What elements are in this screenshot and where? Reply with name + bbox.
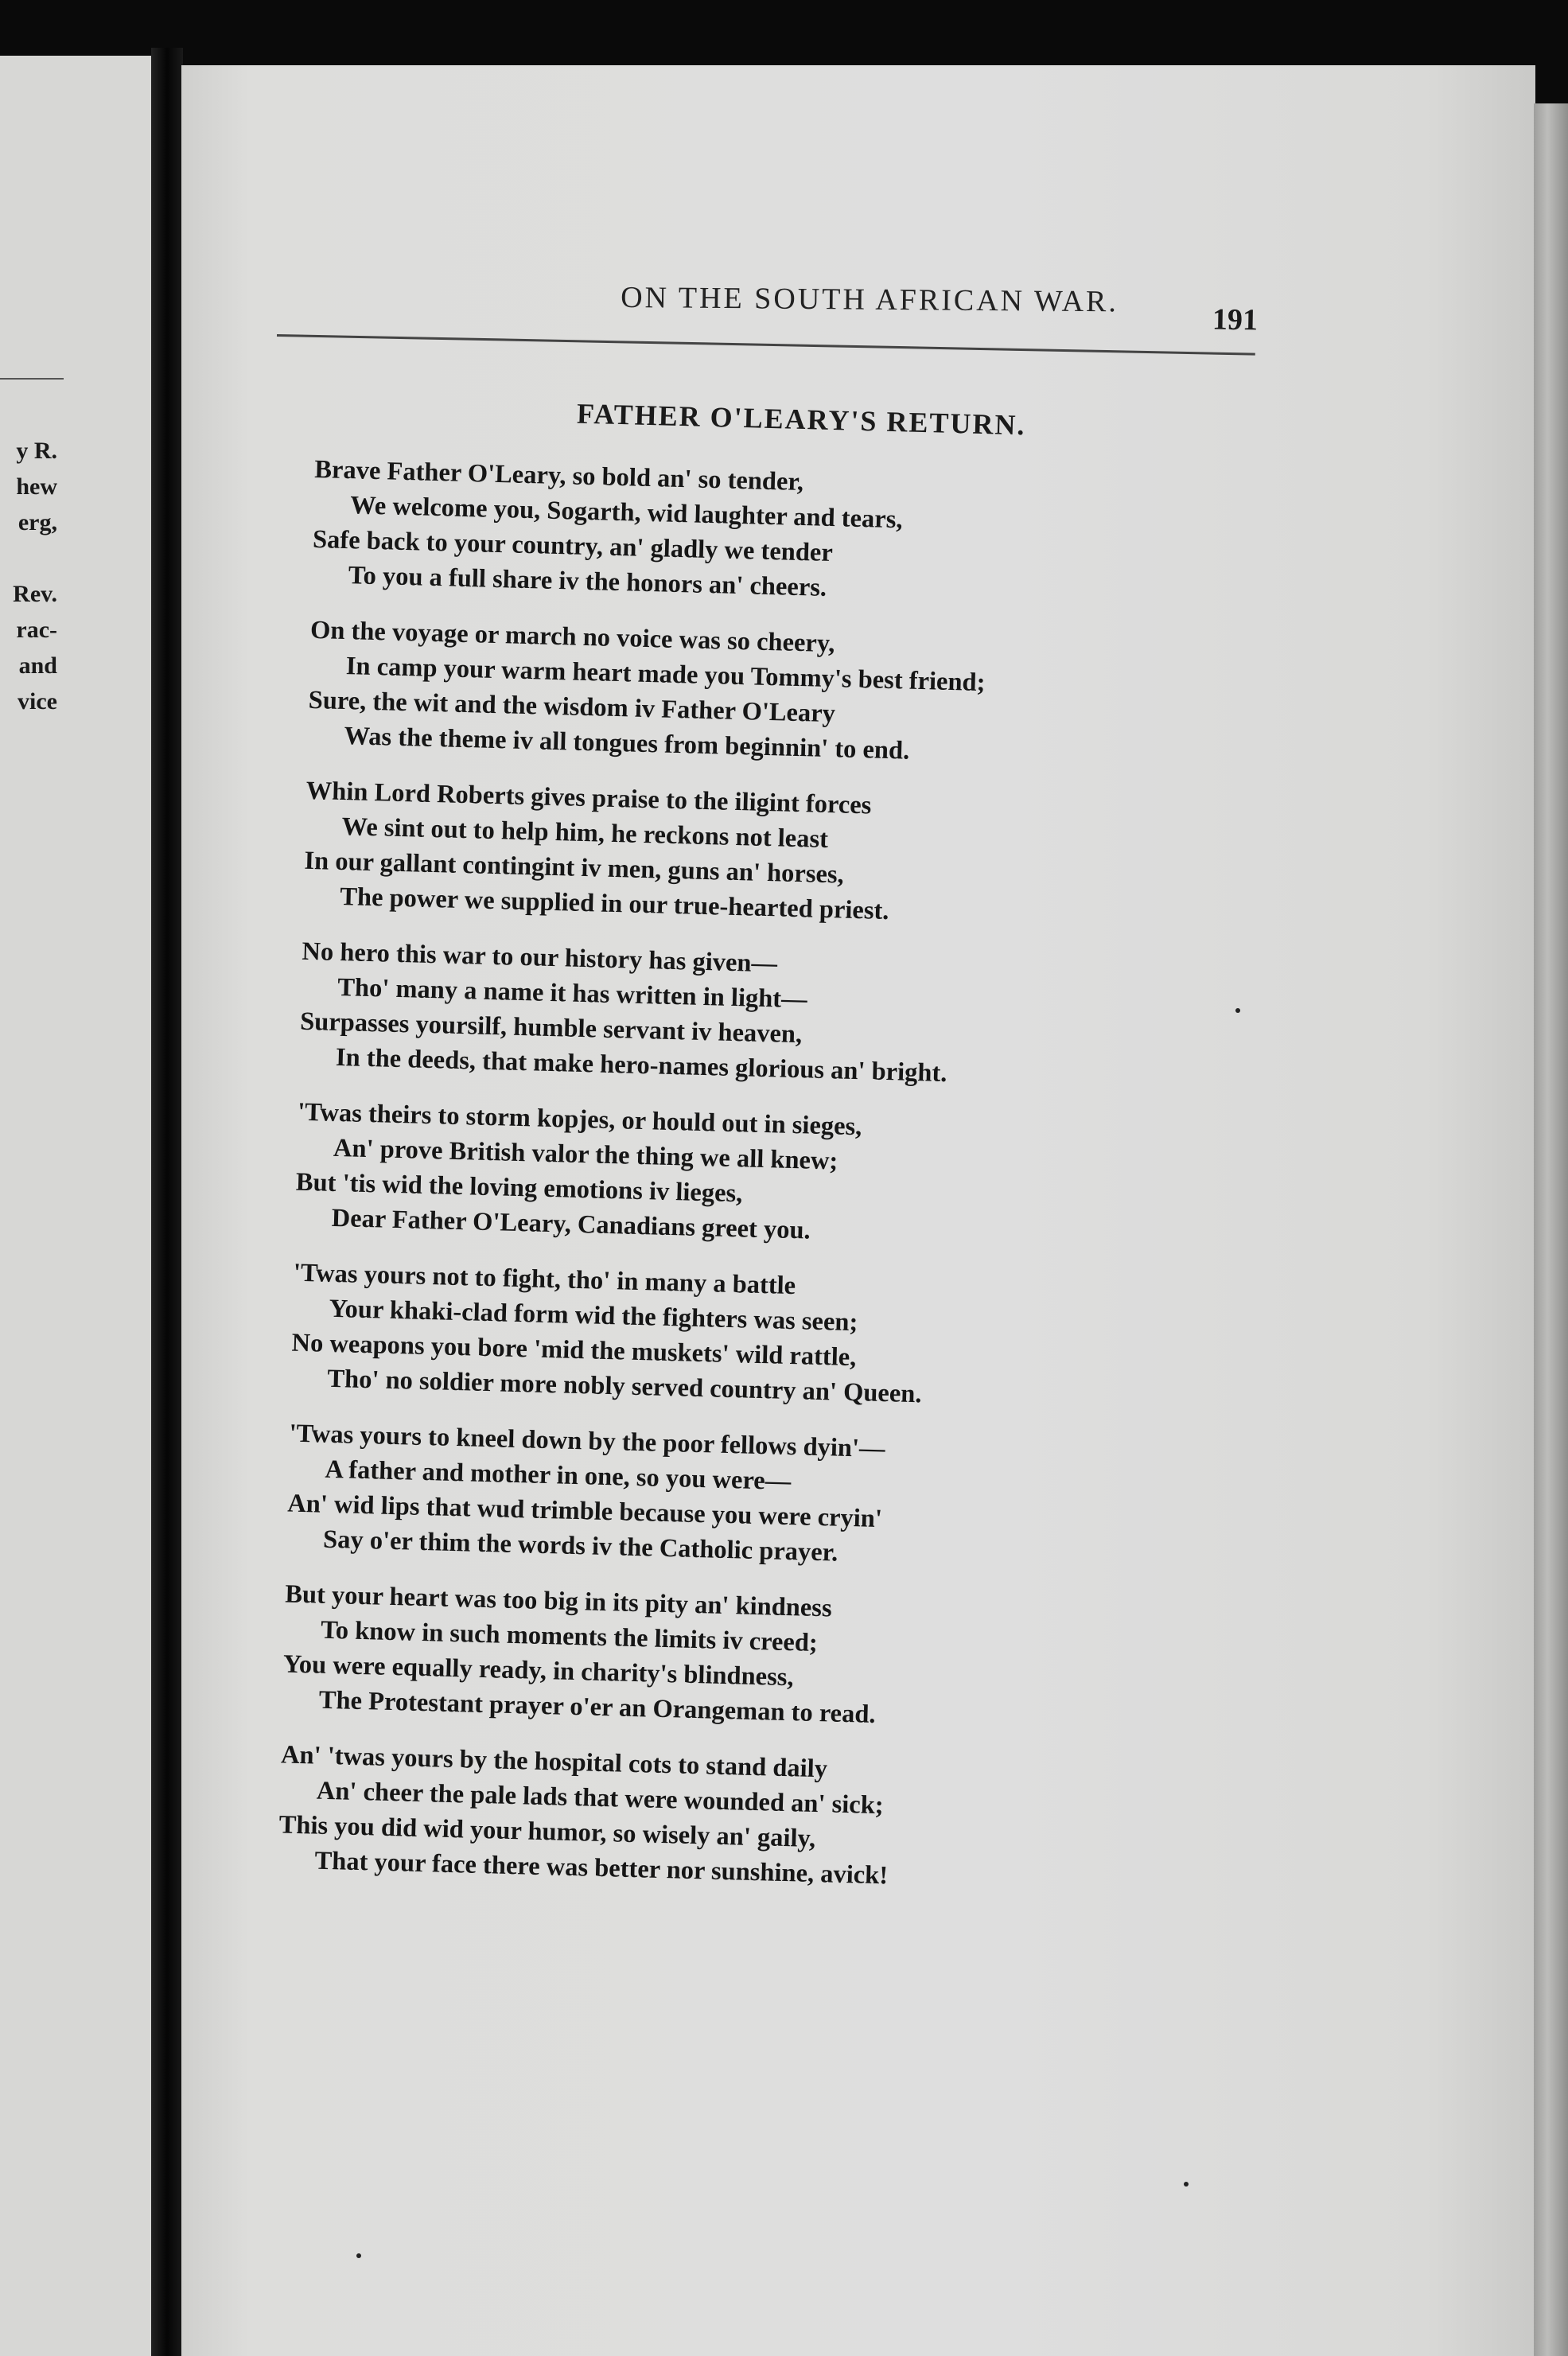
poem-line: 'Twas theirs to storm kopjes, or hould out in sieges, xyxy=(297,1097,862,1142)
left-page-fragment: hew xyxy=(16,473,57,500)
left-page-fragment: and xyxy=(18,652,57,679)
poem-line: We sint out to help him, he reckons not least xyxy=(341,812,829,855)
poem-line: To you a full share iv the honors an' cheers. xyxy=(348,561,827,602)
poem-line: Was the theme iv all tongues from beginnin' to end. xyxy=(344,722,910,765)
speck xyxy=(1184,2182,1189,2187)
poem-line: Your khaki-clad form wid the fighters was seen; xyxy=(329,1294,858,1338)
left-page-rule xyxy=(0,378,64,380)
poem-line: In our gallant contingint iv men, guns an' horses, xyxy=(304,846,845,890)
poem xyxy=(277,390,1239,1922)
page-number: 191 xyxy=(1212,302,1259,337)
poem-line: Tho' no soldier more nobly served country an' Queen. xyxy=(327,1364,922,1409)
poem-line: Say o'er thim the words iv the Catholic prayer. xyxy=(322,1525,838,1567)
left-page-fragment: y R. xyxy=(16,438,57,464)
poem-line: Whin Lord Roberts gives praise to the iligint forces xyxy=(305,776,872,820)
poem-line: A father and mother in one, so you were— xyxy=(325,1454,792,1497)
book-page xyxy=(181,65,1535,2356)
stanza xyxy=(311,452,1237,616)
poem-line: An' prove British valor the thing we all knew; xyxy=(333,1133,838,1176)
page-edge xyxy=(1534,103,1568,2356)
poem-line: An' cheer the pale lads that were wounded an' sick; xyxy=(316,1776,885,1821)
poem-line: On the voyage or march no voice was so cheery, xyxy=(309,615,835,659)
poem-line: Tho' many a name it has written in light— xyxy=(337,972,808,1014)
poem-line: Dear Father O'Leary, Canadians greet you. xyxy=(331,1203,811,1245)
speck xyxy=(1235,1008,1240,1013)
stanza xyxy=(294,1095,1220,1259)
poem-line: No weapons you bore 'mid the muskets' wild rattle, xyxy=(291,1328,857,1373)
stanza xyxy=(282,1576,1208,1740)
left-page-fragment: rac- xyxy=(16,617,57,643)
poem-line: That your face there was better nor sunshine, avick! xyxy=(314,1846,889,1891)
poem-line: An' 'twas yours by the hospital cots to stand daily xyxy=(280,1740,828,1784)
stanza xyxy=(290,1256,1216,1419)
book-gutter xyxy=(151,48,183,2356)
poem-line: In the deeds, that make hero-names glorious an' bright. xyxy=(335,1042,947,1088)
poem-line: We welcome you, Sogarth, wid laughter and tears, xyxy=(349,491,903,535)
poem-line: Safe back to your country, an' gladly we tender xyxy=(312,524,834,568)
poem-line: No hero this war to our history has given— xyxy=(302,937,778,979)
left-page-fragment: Rev. xyxy=(13,581,57,607)
speck xyxy=(356,2253,361,2258)
poem-line: This you did wid your humor, so wisely an' gaily, xyxy=(278,1810,816,1854)
poem-line: Brave Father O'Leary, so bold an' so tender, xyxy=(313,454,804,497)
poem-line: But 'tis wid the loving emotions iv lieges, xyxy=(295,1167,743,1209)
poem-line: The Protestant prayer o'er an Orangeman to read. xyxy=(318,1685,877,1729)
left-facing-page xyxy=(0,56,151,2356)
poem-line: Surpasses yoursilf, humble servant iv heaven, xyxy=(299,1007,803,1049)
poem-stanzas xyxy=(278,452,1238,1902)
stanza xyxy=(278,1737,1204,1901)
header-rule xyxy=(277,334,1255,356)
stanza xyxy=(307,613,1233,777)
poem-line: The power we supplied in our true-hearted priest. xyxy=(339,882,889,926)
poem-line: You were equally ready, in charity's blindness, xyxy=(282,1649,794,1692)
poem-line: 'Twas yours not to fight, tho' in many a battle xyxy=(293,1258,796,1301)
poem-line: Sure, the wit and the wisdom iv Father O'Leary xyxy=(308,685,836,729)
stanza xyxy=(298,934,1224,1098)
left-page-fragment: erg, xyxy=(18,509,57,535)
poem-line: An' wid lips that wud trimble because you were cryin' xyxy=(286,1489,883,1534)
poem-line: To know in such moments the limits iv creed; xyxy=(320,1615,819,1658)
left-page-fragment: vice xyxy=(18,688,57,715)
running-head-title: ON THE SOUTH AFRICAN WAR. xyxy=(620,280,1119,319)
stanza xyxy=(303,773,1229,937)
poem-line: In camp your warm heart made you Tommy's best friend; xyxy=(345,652,986,698)
poem-title: FATHER O'LEARY'S RETURN. xyxy=(576,397,1026,442)
stanza xyxy=(286,1416,1212,1580)
poem-line: But your heart was too big in its pity an' kindness xyxy=(284,1579,833,1623)
poem-line: 'Twas yours to kneel down by the poor fellows dyin'— xyxy=(289,1419,885,1464)
